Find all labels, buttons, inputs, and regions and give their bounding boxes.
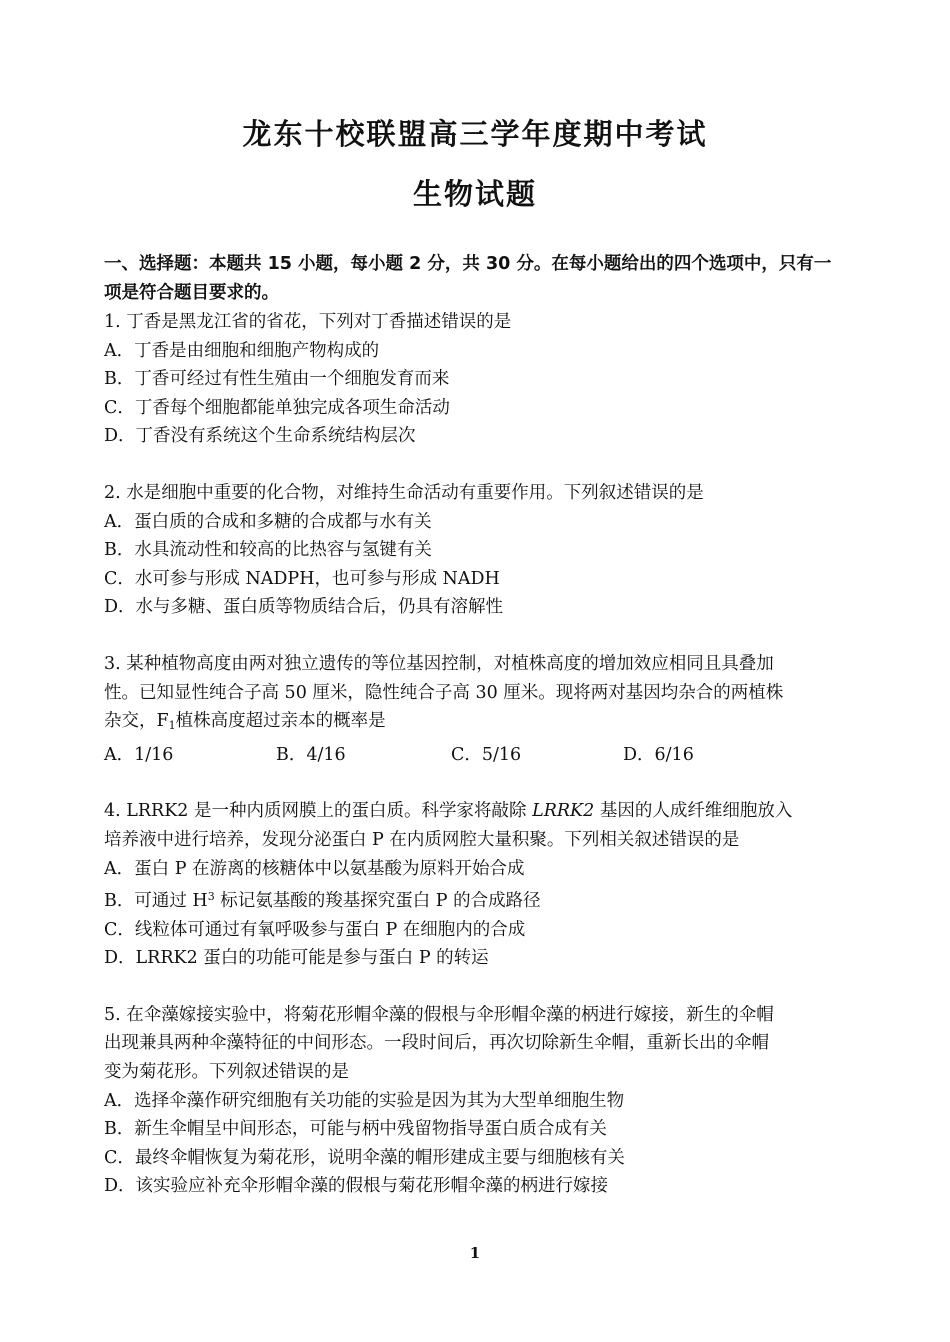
question-2-option-a: A．蛋白质的合成和多糖的合成都与水有关 xyxy=(104,511,432,532)
page-number: 1 xyxy=(469,1244,481,1262)
exam-title: 龙东十校联盟高三学年度期中考试 xyxy=(242,117,708,151)
question-3-stem-line-3-pre: 杂交，F xyxy=(104,711,169,732)
question-4 xyxy=(104,797,849,973)
question-4-option-d: D．LRRK2 蛋白的功能可能是参与蛋白 P 的转运 xyxy=(104,948,489,969)
question-5-stem-line-3: 变为菊花形。下列叙述错误的是 xyxy=(104,1062,349,1083)
exam-body xyxy=(104,250,849,1201)
question-3-stem-line-1: 3. 某种植物高度由两对独立遗传的等位基因控制，对植株高度的增加效应相同且具叠加 xyxy=(104,653,774,674)
question-3-stem-line-2: 性。已知显性纯合子高 50 厘米，隐性纯合子高 30 厘米。现将两对基因均杂合的两植株 xyxy=(104,682,784,703)
section-heading xyxy=(104,250,849,308)
question-5 xyxy=(104,1001,849,1201)
question-3-option-b: B．4/16 xyxy=(276,744,346,765)
question-5-stem-line-2: 出现兼具两种伞藻特征的中间形态。一段时间后，再次切除新生伞帽，重新长出的伞帽 xyxy=(104,1033,769,1054)
question-2-stem: 2. 水是细胞中重要的化合物，对维持生命活动有重要作用。下列叙述错误的是 xyxy=(104,482,704,503)
question-4-option-c: C．线粒体可通过有氧呼吸参与蛋白 P 在细胞内的合成 xyxy=(104,919,526,940)
section-heading-line-1: 一、选择题：本题共 15 小题，每小题 2 分，共 30 分。在每小题给出的四个选项中，只有一 xyxy=(104,254,832,274)
question-1-option-a: A．丁香是由细胞和细胞产物构成的 xyxy=(104,340,380,361)
question-5-option-a: A．选择伞藻作研究细胞有关功能的实验是因为其为大型单细胞生物 xyxy=(104,1090,625,1111)
question-1-option-b: B．丁香可经过有性生殖由一个细胞发育而来 xyxy=(104,369,450,390)
question-5-option-b: B．新生伞帽呈中间形态，可能与柄中残留物指导蛋白质合成有关 xyxy=(104,1119,607,1140)
question-1-option-d: D．丁香没有系统这个生命系统结构层次 xyxy=(104,426,416,447)
question-1-option-c: C．丁香每个细胞都能单独完成各项生命活动 xyxy=(104,397,450,418)
question-3-option-a: A．1/16 xyxy=(104,744,174,765)
question-4-stem-line-1 xyxy=(104,797,849,826)
question-4-option-a: A．蛋白 P 在游离的核糖体中以氨基酸为原料开始合成 xyxy=(104,858,525,879)
question-3-stem-line-3 xyxy=(104,707,849,741)
question-2-option-c: C．水可参与形成 NADPH，也可参与形成 NADH xyxy=(104,568,500,589)
question-5-stem-line-1: 5. 在伞藻嫁接实验中，将菊花形帽伞藻的假根与伞形帽伞藻的柄进行嫁接，新生的伞帽 xyxy=(104,1004,774,1025)
question-4-stem-post: 基因的人成纤维细胞放入 xyxy=(594,801,793,822)
question-4-option-b-post: 标记氨基酸的羧基探究蛋白 P 的合成路径 xyxy=(214,891,541,912)
question-4-superscript: 3 xyxy=(207,890,215,904)
question-5-option-d: D．该实验应补充伞形帽伞藻的假根与菊花形帽伞藻的柄进行嫁接 xyxy=(104,1176,609,1197)
question-1 xyxy=(104,308,849,451)
question-3-subscript: 1 xyxy=(168,719,176,733)
question-2-option-d: D．水与多糖、蛋白质等物质结合后，仍具有溶解性 xyxy=(104,597,504,618)
question-4-stem-pre: 4. LRRK2 是一种内质网膜上的蛋白质。科学家将敲除 xyxy=(104,801,533,822)
question-3-stem-line-3-post: 植株高度超过亲本的概率是 xyxy=(175,711,386,732)
question-4-option-b xyxy=(104,883,849,916)
question-1-stem: 1. 丁香是黑龙江省的省花，下列对丁香描述错误的是 xyxy=(104,312,512,332)
question-3-options xyxy=(104,741,849,770)
question-4-option-b-pre: B．可通过 H xyxy=(104,891,208,912)
question-4-gene-name: LRRK2 xyxy=(532,801,595,822)
question-3-option-d: D．6/16 xyxy=(623,744,694,765)
question-3-option-c: C．5/16 xyxy=(451,744,522,765)
question-2-option-b: B．水具流动性和较高的比热容与氢键有关 xyxy=(104,540,432,561)
exam-subtitle: 生物试题 xyxy=(412,177,537,211)
question-3 xyxy=(104,650,849,769)
question-5-option-c: C．最终伞帽恢复为菊花形，说明伞藻的帽形建成主要与细胞核有关 xyxy=(104,1147,625,1168)
question-4-stem-line-2: 培养液中进行培养，发现分泌蛋白 P 在内质网腔大量积聚。下列相关叙述错误的是 xyxy=(104,829,740,850)
question-2 xyxy=(104,479,849,622)
section-heading-line-2: 项是符合题目要求的。 xyxy=(104,283,279,303)
